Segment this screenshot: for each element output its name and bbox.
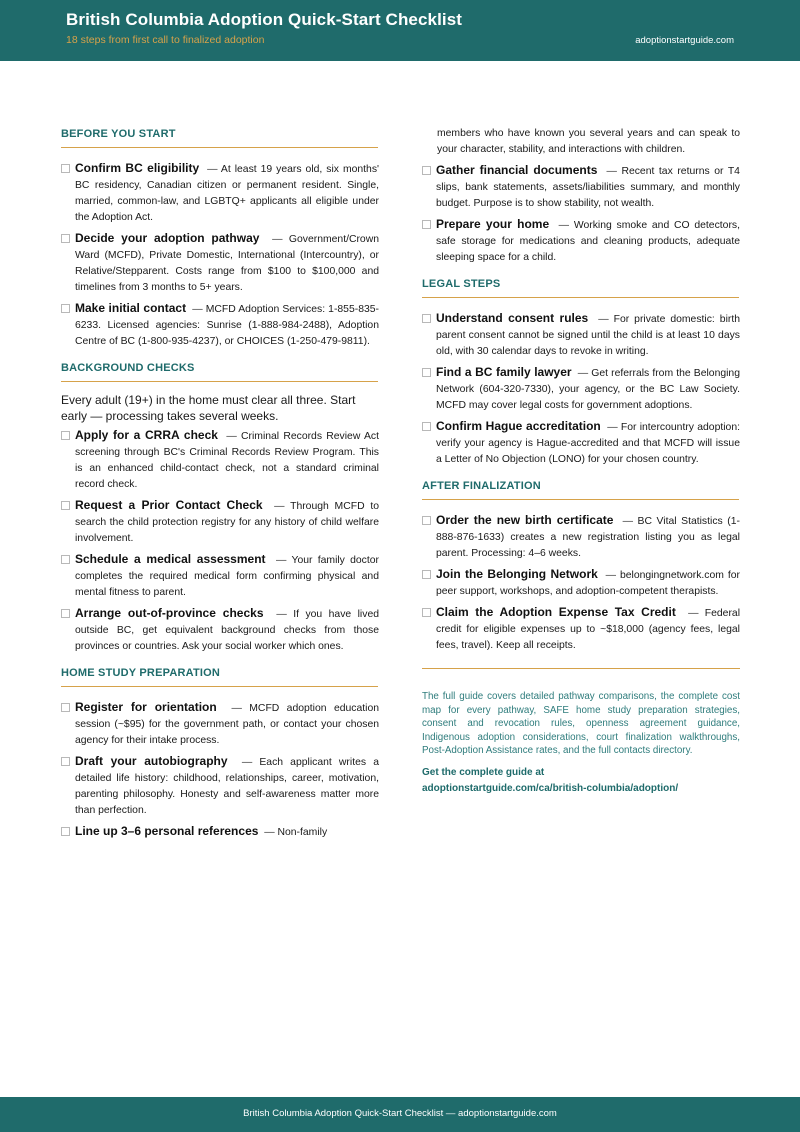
item-description: For private domestic: birth parent consent cannot be signed until the child is at least 10 days old, with 30 calendar days to revoke in writing. bbox=[436, 314, 740, 357]
checklist-item: Join the Belonging Network — belongingnetwork.com for peer support, workshops, and adoption-competent therapists. bbox=[422, 566, 740, 600]
item-description: Your family doctor completes the required medical form confirming physical and mental fitness to parent. bbox=[75, 555, 380, 598]
checkbox[interactable] bbox=[422, 166, 431, 175]
item-name: Register for orientation bbox=[75, 700, 217, 714]
checklist-item: Claim the Adoption Expense Tax Credit — Federal credit for eligible expenses up to ~$18,000 (agency fees, legal fees, travel). Keep all receipts. bbox=[422, 604, 740, 654]
item-description: Federal credit for eligible expenses up to ~$18,000 (agency fees, legal fees, travel). Keep all receipts. bbox=[436, 608, 740, 651]
checkbox[interactable] bbox=[61, 501, 70, 510]
item-name: Understand consent rules bbox=[436, 311, 589, 325]
checklist-item: Understand consent rules — For private domestic: birth parent consent cannot be signed until the child is at least 10 days old, with 30 calendar days to revoke in writing. bbox=[422, 310, 740, 360]
checklist-item: Decide your adoption pathway — Government/Crown Ward (MCFD), Private Domestic, International (Intercountry), or Relative/Stepparent. Costs range from $100 to $100,000 and timelines from 3 months to 5+ years. bbox=[61, 230, 379, 296]
item-name: Find a BC family lawyer bbox=[436, 365, 572, 379]
page-title: British Columbia Adoption Quick-Start Checklist bbox=[66, 10, 463, 29]
item-name: Confirm BC eligibility bbox=[75, 161, 200, 175]
checkbox[interactable] bbox=[61, 757, 70, 766]
checkbox[interactable] bbox=[422, 368, 431, 377]
item-continuation: members who have known you several years and can speak to your character, stability, and interactions with children. bbox=[437, 128, 740, 155]
checklist-item: Prepare your home — Working smoke and CO detectors, safe storage for medications and cleaning products, adequate sleeping space for a child. bbox=[422, 216, 740, 266]
section-home-study bbox=[61, 667, 379, 841]
checklist-item: Confirm Hague accreditation — For intercountry adoption: verify your agency is Hague-accredited and that MCFD will issue a Letter of No Objection (LONO) for your chosen country. bbox=[422, 418, 740, 468]
section-before-you-start bbox=[61, 128, 379, 350]
item-description: BC Vital Statistics (1-888-876-1633) creates a new registration listing you as legal parent. Processing: 4–6 weeks. bbox=[436, 516, 740, 559]
item-description: At least 19 years old, six months' BC residency, Canadian citizen or permanent resident. Single, married, common-law, and LGBTQ+ applicants all eligible under the Adoption Act. bbox=[75, 164, 379, 223]
section-after-finalization bbox=[422, 480, 740, 654]
item-name: Make initial contact bbox=[75, 301, 187, 315]
checklist-item: Find a BC family lawyer — Get referrals from the Belonging Network (604-320-7330), your agency, or the BC Law Society. MCFD may cover legal costs for government adoptions. bbox=[422, 364, 740, 414]
item-description: Criminal Records Review Act screening through BC's Criminal Records Review Program. This is an enhanced child-contact check, not a standard criminal record check. bbox=[75, 431, 379, 490]
item-name: Apply for a CRRA check bbox=[75, 428, 218, 442]
section-heading: BACKGROUND CHECKS bbox=[61, 362, 378, 382]
item-description: Working smoke and CO detectors, safe storage for medications and cleaning products, adequate sleeping space for a child. bbox=[436, 220, 740, 263]
item-name: Gather financial documents bbox=[436, 163, 598, 177]
item-description: MCFD Adoption Services: 1-855-835-6233. Licensed agencies: Sunrise (1-888-984-2488), Adoption Centre of BC (1-800-935-4237), or CHOICES (1-250-479-9811). bbox=[75, 304, 379, 347]
section-intro: Every adult (19+) in the home must clear all three. Start early — processing takes several weeks. bbox=[61, 393, 356, 423]
item-description: Government/Crown Ward (MCFD), Private Domestic, International (Intercountry), or Relative/Stepparent. Costs range from $100 to $100,000 and timelines from 3 months to 5+ years. bbox=[75, 234, 379, 293]
item-description: Non-family bbox=[277, 827, 328, 838]
section-heading: LEGAL STEPS bbox=[422, 278, 739, 298]
left-column bbox=[61, 128, 379, 845]
checklist-item: Apply for a CRRA check — Criminal Records Review Act screening through BC's Criminal Records Review Program. This is an enhanced child-contact check, not a standard criminal record check. bbox=[61, 427, 379, 493]
item-description: Through MCFD to search the child protection registry for any history of child welfare involvement. bbox=[75, 501, 380, 544]
item-description: belongingnetwork.com for peer support, workshops, and adoption-competent therapists. bbox=[436, 570, 740, 597]
page-header bbox=[0, 0, 800, 61]
promo-text: The full guide covers detailed pathway comparisons, the complete cost map for every pathway, SAFE home study preparation strategies, consent and revocation rules, openness agreement guidance, Indigenous adoption considerations, court finalization walkthroughs, Post-Adoption Assistance rates, and the full contacts directory. bbox=[422, 691, 740, 756]
footer-text: British Columbia Adoption Quick-Start Checklist — adoptionstartguide.com bbox=[243, 1108, 557, 1119]
promo-link-label: Get the complete guide at bbox=[422, 766, 545, 778]
item-name: Prepare your home bbox=[436, 217, 550, 231]
item-name: Line up 3–6 personal references bbox=[75, 824, 259, 838]
item-description: Recent tax returns or T4 slips, bank statements, assets/liabilities summary, and monthly budget. Purpose is to show stability, not wealth. bbox=[436, 166, 740, 209]
item-name: Order the new birth certificate bbox=[436, 513, 614, 527]
promo-link-url[interactable]: adoptionstartguide.com/ca/british-columbia/adoption/ bbox=[422, 782, 679, 794]
item-name: Draft your autobiography bbox=[75, 754, 228, 768]
checklist-item: Draft your autobiography — Each applicant writes a detailed life history: childhood, relationships, career, motivation, parenting philosophy. Honesty and self-awareness matter more than perfection. bbox=[61, 753, 379, 819]
checklist-item: Schedule a medical assessment — Your family doctor completes the required medical form confirming physical and mental fitness to parent. bbox=[61, 551, 379, 601]
section-home-study-continued bbox=[422, 126, 740, 266]
checkbox[interactable] bbox=[61, 703, 70, 712]
item-description: For intercountry adoption: verify your agency is Hague-accredited and that MCFD will issue a Letter of No Objection (LONO) for your chosen country. bbox=[436, 422, 740, 465]
section-heading: HOME STUDY PREPARATION bbox=[61, 667, 378, 687]
checkbox[interactable] bbox=[61, 827, 70, 836]
checklist-item: Register for orientation — MCFD adoption education session (~$95) for the government path, or contact your chosen agency for their intake process. bbox=[61, 699, 379, 749]
checkbox[interactable] bbox=[61, 609, 70, 618]
checkbox[interactable] bbox=[61, 304, 70, 313]
checkbox[interactable] bbox=[61, 431, 70, 440]
right-column bbox=[422, 129, 740, 797]
page-footer bbox=[0, 1097, 800, 1132]
header-site-link[interactable]: adoptionstartguide.com bbox=[635, 35, 734, 46]
item-name: Confirm Hague accreditation bbox=[436, 419, 601, 433]
item-description: MCFD adoption education session (~$95) for the government path, or contact your chosen agency for their intake process. bbox=[75, 703, 380, 746]
checkbox[interactable] bbox=[422, 570, 431, 579]
item-description: If you have lived outside BC, get equivalent background checks from those provinces or countries. Ask your social worker which ones. bbox=[75, 609, 379, 652]
checklist-item: Gather financial documents — Recent tax returns or T4 slips, bank statements, assets/liabilities summary, and monthly budget. Purpose is to show stability, not wealth. bbox=[422, 162, 740, 212]
checklist-item: Order the new birth certificate — BC Vital Statistics (1-888-876-1633) creates a new registration listing you as legal parent. Processing: 4–6 weeks. bbox=[422, 512, 740, 562]
item-description: Each applicant writes a detailed life history: childhood, relationships, career, motivation, parenting philosophy. Honesty and self-awareness matter more than perfection. bbox=[75, 757, 379, 816]
promo-link[interactable] bbox=[422, 765, 740, 797]
item-name: Join the Belonging Network bbox=[436, 567, 598, 581]
checkbox[interactable] bbox=[61, 164, 70, 173]
checklist-item: Confirm BC eligibility — At least 19 years old, six months' BC residency, Canadian citizen or permanent resident. Single, married, common-law, and LGBTQ+ applicants all eligible under the Adoption Act. bbox=[61, 160, 379, 226]
item-name: Claim the Adoption Expense Tax Credit bbox=[436, 605, 676, 619]
section-legal-steps bbox=[422, 278, 740, 468]
item-name: Arrange out-of-province checks bbox=[75, 606, 264, 620]
section-heading: BEFORE YOU START bbox=[61, 128, 378, 148]
checkbox[interactable] bbox=[422, 220, 431, 229]
checklist-item: Request a Prior Contact Check — Through MCFD to search the child protection registry for any history of child welfare involvement. bbox=[61, 497, 379, 547]
checkbox[interactable] bbox=[61, 555, 70, 564]
checkbox[interactable] bbox=[422, 314, 431, 323]
checklist-item: Make initial contact — MCFD Adoption Services: 1-855-835-6233. Licensed agencies: Sunrise (1-888-984-2488), Adoption Centre of BC (1-800-935-4237), or CHOICES (1-250-479-9811). bbox=[61, 300, 379, 350]
checklist-item: Arrange out-of-province checks — If you have lived outside BC, get equivalent background checks from those provinces or countries. Ask your social worker which ones. bbox=[61, 605, 379, 655]
item-name: Decide your adoption pathway bbox=[75, 231, 260, 245]
checkbox[interactable] bbox=[422, 608, 431, 617]
checkbox[interactable] bbox=[61, 234, 70, 243]
checklist-item: Line up 3–6 personal references — Non-family bbox=[61, 823, 379, 841]
promo-divider bbox=[422, 668, 740, 669]
section-background-checks bbox=[61, 362, 379, 655]
item-name: Request a Prior Contact Check bbox=[75, 498, 263, 512]
checkbox[interactable] bbox=[422, 422, 431, 431]
item-description: Get referrals from the Belonging Network (604-320-7330), your agency, or the BC Law Society. MCFD may cover legal costs for government adoptions. bbox=[436, 368, 740, 411]
page-subtitle: 18 steps from first call to finalized adoption bbox=[66, 34, 265, 46]
item-name: Schedule a medical assessment bbox=[75, 552, 266, 566]
section-heading: AFTER FINALIZATION bbox=[422, 480, 739, 500]
checkbox[interactable] bbox=[422, 516, 431, 525]
